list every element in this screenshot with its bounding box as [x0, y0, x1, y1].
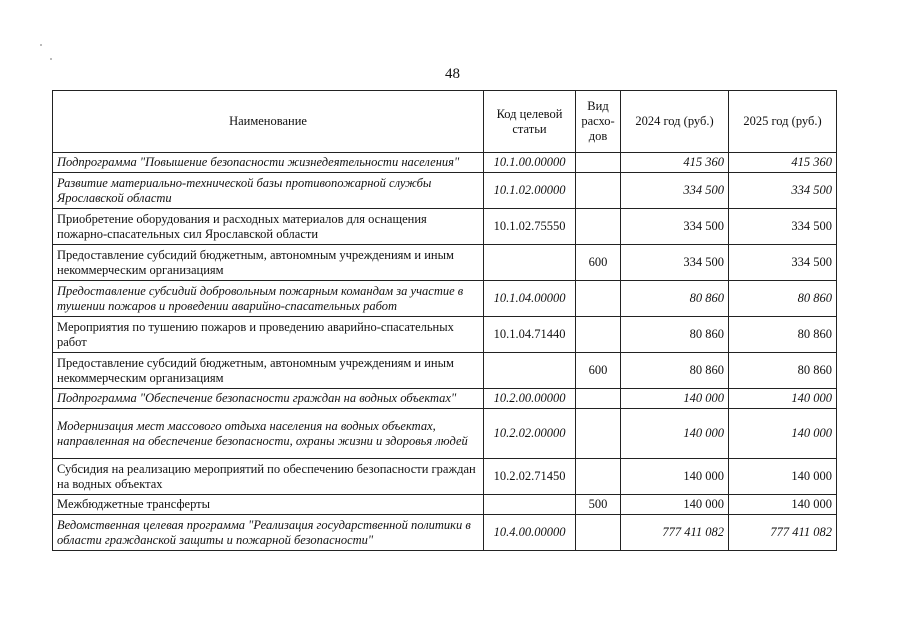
row-2024: 140 000	[621, 459, 729, 495]
table-row	[53, 281, 837, 317]
table-row	[53, 495, 837, 515]
table-row	[53, 317, 837, 353]
row-type: 600	[576, 353, 621, 389]
row-2025: 80 860	[729, 353, 837, 389]
table-row	[53, 515, 837, 551]
row-code	[484, 245, 576, 281]
header-2025: 2025 год (руб.)	[729, 91, 837, 153]
row-name: Модернизация мест массового отдыха населения на водных объектах, направленная на обеспечение безопасности, охраны жизни и здоровья людей	[53, 409, 484, 459]
row-type	[576, 515, 621, 551]
row-2024: 334 500	[621, 209, 729, 245]
table-row	[53, 173, 837, 209]
row-2024: 80 860	[621, 281, 729, 317]
row-2025: 334 500	[729, 209, 837, 245]
row-2025: 140 000	[729, 495, 837, 515]
row-code	[484, 495, 576, 515]
row-code: 10.1.00.00000	[484, 153, 576, 173]
row-code: 10.1.04.00000	[484, 281, 576, 317]
row-name: Межбюджетные трансферты	[53, 495, 484, 515]
row-2025: 777 411 082	[729, 515, 837, 551]
row-type	[576, 459, 621, 495]
row-type: 500	[576, 495, 621, 515]
row-2024: 777 411 082	[621, 515, 729, 551]
row-code: 10.1.04.71440	[484, 317, 576, 353]
row-2024: 140 000	[621, 409, 729, 459]
row-name: Приобретение оборудования и расходных материалов для оснащения пожарно-спасательных сил Ярославской области	[53, 209, 484, 245]
row-code: 10.2.02.00000	[484, 409, 576, 459]
row-2024: 140 000	[621, 389, 729, 409]
row-name: Подпрограмма "Повышение безопасности жизнедеятельности населения"	[53, 153, 484, 173]
table-row	[53, 153, 837, 173]
table-row	[53, 209, 837, 245]
row-2024: 334 500	[621, 173, 729, 209]
row-2024: 80 860	[621, 353, 729, 389]
row-type	[576, 389, 621, 409]
row-code	[484, 353, 576, 389]
budget-table	[52, 90, 837, 551]
row-code: 10.2.00.00000	[484, 389, 576, 409]
row-2025: 334 500	[729, 173, 837, 209]
row-name: Мероприятия по тушению пожаров и проведению аварийно-спасательных работ	[53, 317, 484, 353]
row-code: 10.1.02.75550	[484, 209, 576, 245]
row-2025: 80 860	[729, 317, 837, 353]
row-type	[576, 173, 621, 209]
row-type	[576, 409, 621, 459]
table-row	[53, 245, 837, 281]
row-2025: 140 000	[729, 409, 837, 459]
row-name: Ведомственная целевая программа "Реализация государственной политики в области гражданской защиты и пожарной безопасности"	[53, 515, 484, 551]
row-code: 10.4.00.00000	[484, 515, 576, 551]
row-2025: 140 000	[729, 389, 837, 409]
row-2024: 415 360	[621, 153, 729, 173]
row-name: Предоставление субсидий бюджетным, автономным учреждениям и иным некоммерческим организациям	[53, 353, 484, 389]
row-2024: 80 860	[621, 317, 729, 353]
row-type	[576, 153, 621, 173]
row-type	[576, 281, 621, 317]
table-row	[53, 459, 837, 495]
header-code: Код целевой статьи	[484, 91, 576, 153]
row-2024: 140 000	[621, 495, 729, 515]
header-2024: 2024 год (руб.)	[621, 91, 729, 153]
row-2025: 140 000	[729, 459, 837, 495]
row-name: Развитие материально-технической базы противопожарной службы Ярославской области	[53, 173, 484, 209]
table-row	[53, 353, 837, 389]
row-code: 10.1.02.00000	[484, 173, 576, 209]
table-header-row	[53, 91, 837, 153]
row-name: Предоставление субсидий добровольным пожарным командам за участие в тушении пожаров и проведении аварийно-спасательных работ	[53, 281, 484, 317]
row-name: Предоставление субсидий бюджетным, автономным учреждениям и иным некоммерческим организациям	[53, 245, 484, 281]
page-number: 48	[445, 66, 460, 82]
table-row	[53, 409, 837, 459]
scan-speck	[40, 44, 42, 46]
table-row	[53, 389, 837, 409]
scan-speck	[50, 58, 52, 60]
row-2025: 334 500	[729, 245, 837, 281]
row-type	[576, 317, 621, 353]
row-2025: 415 360	[729, 153, 837, 173]
row-type	[576, 209, 621, 245]
row-code: 10.2.02.71450	[484, 459, 576, 495]
header-type: Вид расхо-дов	[576, 91, 621, 153]
header-name: Наименование	[53, 91, 484, 153]
row-type: 600	[576, 245, 621, 281]
row-2025: 80 860	[729, 281, 837, 317]
row-2024: 334 500	[621, 245, 729, 281]
row-name: Подпрограмма "Обеспечение безопасности граждан на водных объектах"	[53, 389, 484, 409]
row-name: Субсидия на реализацию мероприятий по обеспечению безопасности граждан на водных объектах	[53, 459, 484, 495]
